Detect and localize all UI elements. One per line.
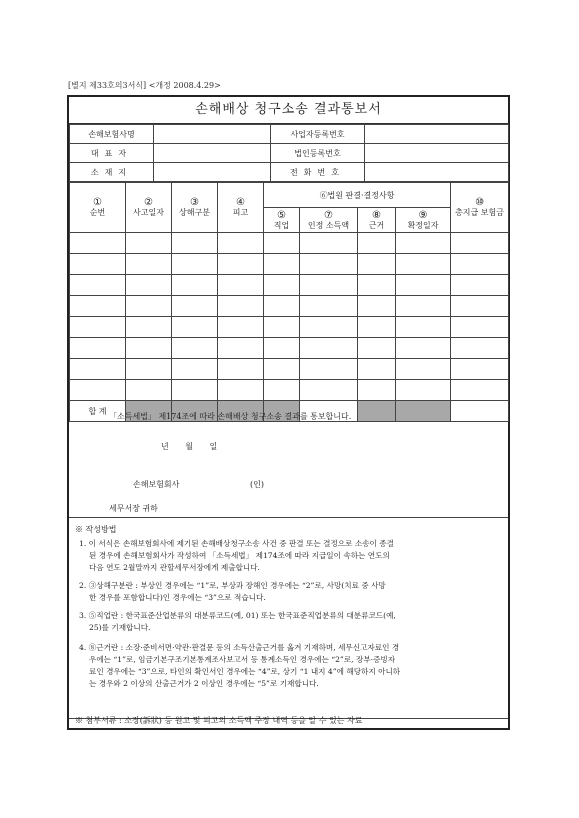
entry-cell[interactable]: [264, 359, 300, 380]
address-label: 소재지: [70, 163, 154, 182]
table-row: [70, 338, 509, 359]
notice-addressee: 세무서장 귀하: [109, 504, 158, 513]
col-header-confirm-date: ⑨ 확정일자: [396, 208, 451, 233]
entry-cell[interactable]: [451, 275, 509, 296]
form-title: 손해배상 청구소송 결과통보서: [69, 97, 508, 124]
table-row: [70, 317, 509, 338]
entry-cell[interactable]: [172, 254, 218, 275]
entry-cell[interactable]: [358, 296, 396, 317]
phone-label: 전화번호: [271, 163, 365, 182]
entry-cell[interactable]: [264, 296, 300, 317]
col-header-occupation: ⑤ 직업: [264, 208, 300, 233]
entry-cell[interactable]: [70, 359, 126, 380]
table-row: [70, 233, 509, 254]
notification-form: [67, 95, 510, 730]
entry-cell[interactable]: [172, 317, 218, 338]
entry-cell[interactable]: [70, 317, 126, 338]
instructions-title: ※ 작성방법: [75, 525, 117, 534]
entry-cell[interactable]: [451, 233, 509, 254]
notice-section: [69, 397, 508, 518]
entry-cell[interactable]: [358, 317, 396, 338]
entry-cell[interactable]: [396, 254, 451, 275]
col-header-recognized-income: ⑦ 인정 소득액: [300, 208, 358, 233]
entry-cell[interactable]: [358, 275, 396, 296]
entry-cell[interactable]: [218, 254, 264, 275]
entry-cell[interactable]: [70, 338, 126, 359]
col-header-accident-date: ② 사고일자: [126, 183, 172, 233]
entry-cell[interactable]: [396, 275, 451, 296]
entry-cell[interactable]: [126, 359, 172, 380]
representative-label: 대표자: [70, 144, 154, 163]
entry-cell[interactable]: [218, 233, 264, 254]
entry-cell[interactable]: [218, 338, 264, 359]
entry-cell[interactable]: [218, 317, 264, 338]
entry-cell[interactable]: [172, 233, 218, 254]
entry-cell[interactable]: [451, 338, 509, 359]
entry-cell[interactable]: [70, 233, 126, 254]
table-row: [70, 296, 509, 317]
insurer-name-field[interactable]: [154, 125, 271, 144]
entry-cell[interactable]: [126, 275, 172, 296]
instruction-item-4: 4. ⑧근거란 : 소장·준비서면·약관·판결문 등의 소득산출근거를 옮겨 기재하며, 세무신고자료인 경 우에는 “1”로, 임금기본구조기본통계조사보고서 등 통계소득인 경우에는 “2”로, 장부·증빙자 료인 경우에는 “3”으로, 타인의 확인서인 경우에는 “4”로, 상기 “1 내지 4”에 해당하지 아니하 는 경우와 2 이상의 산출근거가 2 이상인 경우에는 “5”로 기재합니다.: [79, 643, 401, 688]
entry-cell[interactable]: [358, 254, 396, 275]
entry-cell[interactable]: [126, 296, 172, 317]
entry-cell[interactable]: [300, 359, 358, 380]
entry-cell[interactable]: [396, 338, 451, 359]
total-label: 합 계: [70, 401, 126, 422]
instructions-section: [69, 518, 508, 719]
entry-cell[interactable]: [300, 275, 358, 296]
representative-field[interactable]: [154, 144, 271, 163]
entry-cell[interactable]: [300, 233, 358, 254]
col-header-total-insurance: ⑩ 총지급 보험금: [451, 183, 509, 233]
entry-cell[interactable]: [126, 233, 172, 254]
col-header-defendant: ④ 피고: [218, 183, 264, 233]
entry-cell[interactable]: [396, 359, 451, 380]
instruction-item-1: 1. 이 서식은 손해보험회사에 제기된 손해배상청구소송 사건 중 판결 또는 결정으로 소송이 종결 된 경우에 손해보험회사가 작성하여 「소득세법」 제174조에 따라 지급일이 속하는 연도의 다음 연도 2월말까지 관할세무서장에게 제출합니다.: [79, 539, 394, 572]
form-number: [별지 제33호의3서식] <개정 2008.4.29>: [68, 81, 221, 90]
entry-cell[interactable]: [70, 296, 126, 317]
attachments-note: ※ 첨부서류 : 소장(訴狀) 등 원고 및 피고의 소득액 주장 내역 등을 알 수 있는 자료: [75, 716, 363, 725]
lawsuit-results-table: [69, 182, 509, 422]
entry-cell[interactable]: [218, 275, 264, 296]
entry-cell[interactable]: [172, 296, 218, 317]
instruction-item-2: 2. ③상해구분란 : 부상인 경우에는 “1”로, 부상과 장해인 경우에는 “2”로, 사망(치료 중 사망 한 경우를 포함합니다)인 경우에는 “3”으로 적습니다.: [79, 581, 386, 602]
entry-cell[interactable]: [396, 296, 451, 317]
table-row: [70, 359, 509, 380]
entry-cell[interactable]: [300, 296, 358, 317]
entry-cell[interactable]: [70, 275, 126, 296]
entry-cell[interactable]: [264, 254, 300, 275]
corp-reg-field[interactable]: [365, 144, 509, 163]
table-row: [70, 275, 509, 296]
business-reg-field[interactable]: [365, 125, 509, 144]
entry-cell[interactable]: [264, 338, 300, 359]
entry-cell[interactable]: [264, 233, 300, 254]
seal-mark: (인): [250, 480, 264, 489]
entry-cell[interactable]: [396, 233, 451, 254]
entry-cell[interactable]: [264, 275, 300, 296]
entry-cell[interactable]: [172, 338, 218, 359]
entry-cell[interactable]: [264, 317, 300, 338]
entry-cell[interactable]: [358, 359, 396, 380]
notice-statement: 「소득세법」 제174조에 따라 손해배상 청구소송 결과를 통보합니다.: [109, 412, 352, 421]
entry-cell[interactable]: [451, 359, 509, 380]
insurer-name-label: 손해보험사명: [70, 125, 154, 144]
corp-reg-label: 법인등록번호: [271, 144, 365, 163]
entry-cell[interactable]: [300, 254, 358, 275]
notice-company: 손해보험회사: [133, 480, 180, 489]
entry-cell[interactable]: [70, 254, 126, 275]
entry-cell[interactable]: [451, 296, 509, 317]
entry-cell[interactable]: [396, 317, 451, 338]
phone-field[interactable]: [365, 163, 509, 182]
entry-cell[interactable]: [172, 359, 218, 380]
entry-cell[interactable]: [451, 254, 509, 275]
entry-cell[interactable]: [451, 317, 509, 338]
entry-cell[interactable]: [300, 317, 358, 338]
entry-cell[interactable]: [300, 338, 358, 359]
company-info-table: [69, 124, 509, 182]
entry-cell[interactable]: [172, 275, 218, 296]
entry-cell[interactable]: [126, 254, 172, 275]
entry-cell[interactable]: [126, 317, 172, 338]
notice-date: 년 월 일: [161, 442, 218, 451]
business-reg-label: 사업자등록번호: [271, 125, 365, 144]
entry-cell[interactable]: [218, 359, 264, 380]
entry-cell[interactable]: [358, 233, 396, 254]
table-row: [70, 254, 509, 275]
entry-cell[interactable]: [358, 338, 396, 359]
entry-cell[interactable]: [218, 296, 264, 317]
col-header-injury-type: ③ 상해구분: [172, 183, 218, 233]
col-header-court-decision: ⑥법원 판결·결정사항: [264, 183, 451, 208]
entry-cell[interactable]: [126, 338, 172, 359]
instruction-item-3: 3. ⑤직업란 : 한국표준산업분류의 대분류코드(예, 01) 또는 한국표준직업분류의 대분류코드(예, 25)를 기재합니다.: [79, 611, 396, 632]
address-field[interactable]: [154, 163, 271, 182]
col-header-seq: ① 순번: [70, 183, 126, 233]
col-header-basis: ⑧ 근거: [358, 208, 396, 233]
